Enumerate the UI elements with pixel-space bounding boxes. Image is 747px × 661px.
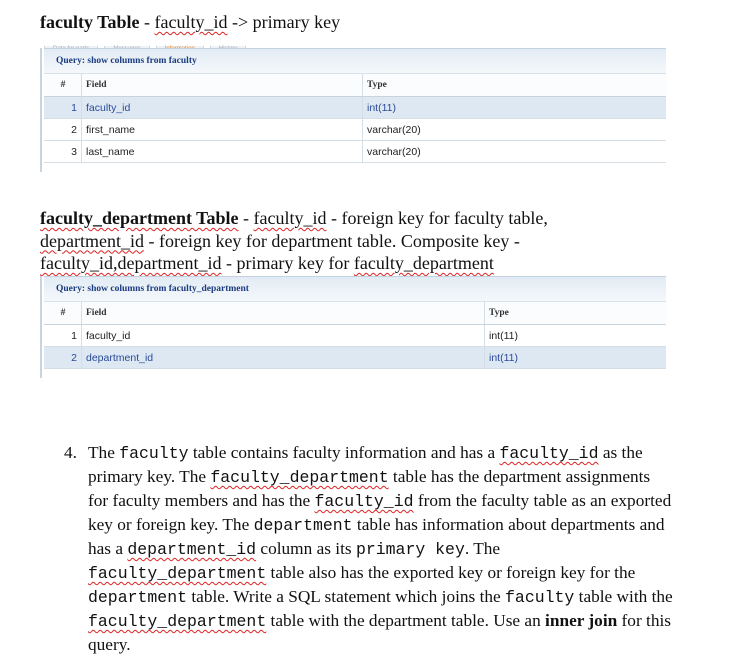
row-type: int(11) — [485, 347, 667, 369]
question-text-run: table with the — [574, 587, 673, 606]
question-number: 4. — [64, 443, 77, 462]
row-type: varchar(20) — [363, 141, 667, 163]
table-row[interactable] — [44, 97, 666, 119]
question-text-run: as the primary key. The — [88, 443, 643, 486]
question-text-run: for this query. — [88, 611, 671, 654]
faculty-columns-table — [44, 74, 666, 163]
cropped-tab-bar — [44, 37, 364, 45]
col-header-type: Type — [485, 302, 667, 325]
heading2-text: - foreign key for department table. Composite key - — [143, 230, 520, 251]
row-number: 3 — [44, 141, 82, 163]
table-row[interactable] — [44, 119, 666, 141]
heading2-table-ref: faculty_department — [353, 253, 494, 273]
heading-sep: - — [139, 12, 155, 32]
code-department: department — [88, 588, 188, 607]
code-faculty: faculty — [505, 588, 575, 607]
row-field: faculty_id — [82, 325, 485, 347]
row-number: 2 — [44, 119, 82, 141]
heading-rest: -> primary key — [227, 12, 341, 32]
inner-join-bold: inner join — [545, 611, 618, 630]
question-text-run: table has information about departments and has a — [88, 515, 665, 558]
faculty-department-heading — [40, 207, 640, 275]
heading2-text: - foreign key for faculty table, — [326, 208, 548, 228]
question-text-run: column as its — [256, 539, 356, 558]
code-department-id: department_id — [127, 540, 257, 559]
col-header-number: # — [44, 302, 82, 325]
query-bar: Query: show columns from faculty — [44, 48, 666, 74]
faculty-columns-panel — [40, 48, 666, 172]
question-text-run: table also has the exported key or foreign key for the — [266, 563, 636, 582]
code-faculty-id: faculty_id — [499, 444, 599, 463]
code-faculty-department: faculty_department — [88, 612, 267, 631]
heading-key-field: faculty_id — [154, 12, 228, 32]
code-department: department — [253, 516, 353, 535]
row-type: int(11) — [485, 325, 667, 347]
faculty-table-heading — [40, 12, 340, 33]
query-bar: Query: show columns from faculty_department — [44, 276, 666, 302]
row-number: 1 — [44, 97, 82, 119]
heading2-text: - — [238, 208, 254, 228]
heading2-composite-key: faculty_id,department_id — [40, 253, 222, 273]
code-faculty: faculty — [119, 444, 189, 463]
code-faculty-id: faculty_id — [314, 492, 414, 511]
question-text-run: . The — [464, 539, 501, 558]
heading-title: faculty Table — [40, 12, 140, 32]
row-type: varchar(20) — [363, 119, 667, 141]
heading2-fk1: faculty_id — [253, 208, 327, 228]
row-field: last_name — [82, 141, 363, 163]
table-row[interactable] — [44, 347, 666, 369]
heading2-text: - primary key for — [221, 253, 354, 273]
row-field: faculty_id — [82, 97, 363, 119]
heading2-table-name: faculty_department Table — [40, 208, 239, 228]
question-text-run: The — [88, 443, 120, 462]
code-primary-key: primary key — [355, 540, 465, 559]
row-field: first_name — [82, 119, 363, 141]
code-faculty-department: faculty_department — [88, 564, 267, 583]
question-text-run: table contains faculty information and has a — [188, 443, 500, 462]
table-header-row — [44, 302, 666, 325]
col-header-field: Field — [82, 74, 363, 97]
row-field: department_id — [82, 347, 485, 369]
col-header-field: Field — [82, 302, 485, 325]
faculty-department-columns-panel — [40, 276, 666, 378]
col-header-number: # — [44, 74, 82, 97]
question-4 — [64, 441, 674, 656]
table-row[interactable] — [44, 325, 666, 347]
table-row[interactable] — [44, 141, 666, 163]
question-text-run: table. Write a SQL statement which joins the — [187, 587, 506, 606]
code-faculty-department: faculty_department — [210, 468, 389, 487]
question-text — [88, 441, 674, 656]
question-text-run: table with the department table. Use an — [266, 611, 546, 630]
table-header-row — [44, 74, 666, 97]
faculty-department-columns-table — [44, 302, 666, 369]
row-number: 1 — [44, 325, 82, 347]
col-header-type: Type — [363, 74, 667, 97]
question-text-run: table has the department assignments for faculty members and has the — [88, 467, 651, 510]
question-text-run: from the faculty table as an exported key or foreign key. The — [88, 491, 672, 534]
row-type: int(11) — [363, 97, 667, 119]
row-number: 2 — [44, 347, 82, 369]
heading2-fk2: department_id — [40, 230, 144, 251]
